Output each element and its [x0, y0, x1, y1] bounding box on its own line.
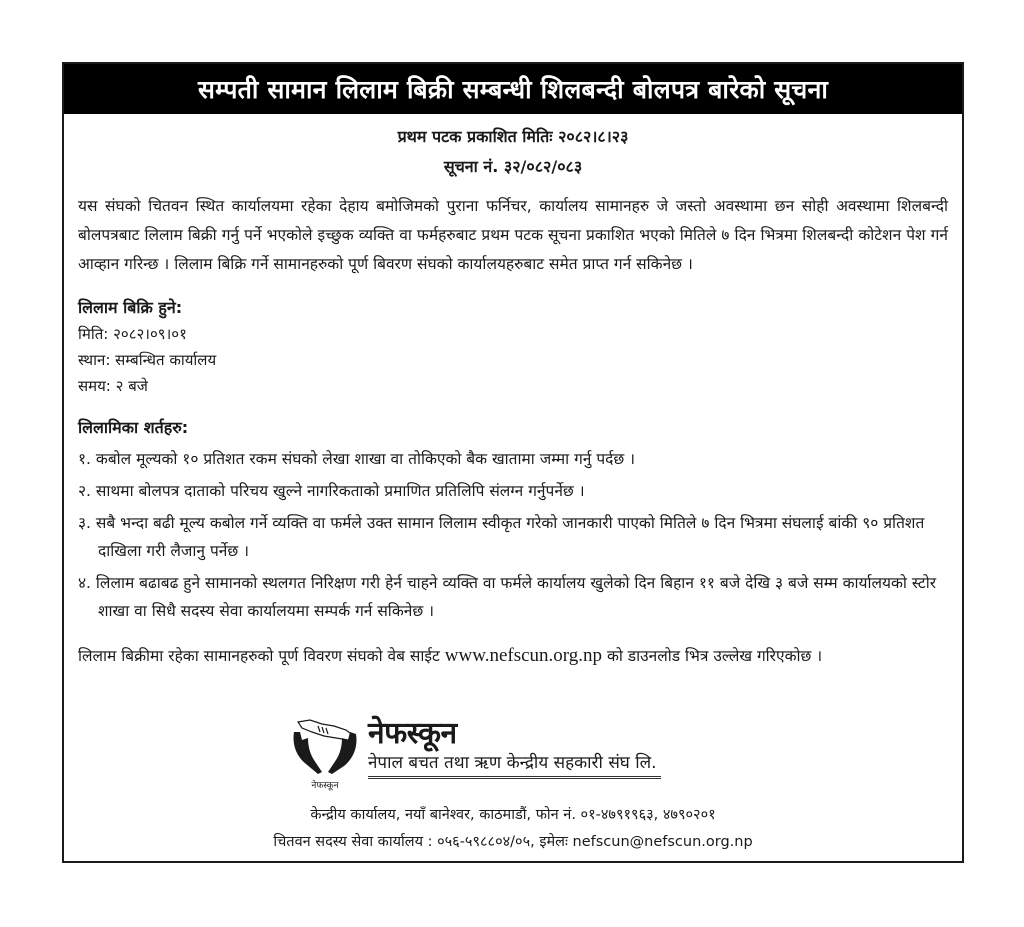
- organization-footer: [64, 716, 962, 856]
- auction-date: मिति: २०८२।०९।०१: [78, 325, 187, 343]
- condition-item: १. कबोल मूल्यको १० प्रतिशत रकम संघको लेखा शाखा वा तोकिएको बैक खातामा जम्मा गर्नु पर्दछ ।: [78, 450, 636, 468]
- condition-item: २. साथमा बोलपत्र दाताको परिचय खुल्ने नागरिकताको प्रमाणित प्रतिलिपि संलग्न गर्नुपर्नेछ ।: [78, 482, 585, 500]
- logo-caption: नेफस्कून: [311, 781, 339, 791]
- auction-place: स्थान: सम्बन्धित कार्यालय: [78, 351, 217, 369]
- condition-item: ३. सबै भन्दा बढी मूल्य कबोल गर्ने व्यक्ति वा फर्मले उक्त सामान लिलाम स्वीकृत गरेको जानकारी पाएको मितिले ७ दिन भित्रमा संघलाई बांकी ९० प्रतिशत दाखिला गरी लैजानु पर्नेछ ।: [78, 514, 925, 560]
- condition-item: ४. लिलाम बढाबढ हुने सामानको स्थलगत निरिक्षण गरी हेर्न चाहने व्यक्ति वा फर्मले कार्यालय खुलेको दिन बिहान ११ बजे देखि ३ बजे सम्म कार्यालयको स्टोर शाखा वा सिधै सदस्य सेवा कार्यालयमा सम्पर्क गर्न सकिनेछ ।: [78, 574, 937, 620]
- central-office-contact: केन्द्रीय कार्यालय, नयाँ बानेश्वर, काठमाडौं, फोन नं. ०१-४७९१९६३, ४७९०२०१: [310, 807, 716, 823]
- notice-body: [64, 192, 962, 671]
- closing-text-before: लिलाम बिक्रीमा रहेका सामानहरुको पूर्ण विवरण संघको वेब साईट: [78, 647, 445, 665]
- published-date: प्रथम पटक प्रकाशित मितिः २०८२।८।२३: [397, 127, 629, 146]
- auction-section-title: लिलाम बिक्रि हुने:: [78, 298, 183, 317]
- organization-full-name: नेपाल बचत तथा ऋण केन्द्रीय सहकारी संघ लि.: [368, 752, 661, 779]
- organization-name-block: [368, 716, 661, 779]
- auction-time: समय: २ बजे: [78, 377, 148, 395]
- hands-holding-map-icon: [288, 716, 362, 780]
- notice-title: सम्पती सामान लिलाम बिक्री सम्बन्धी शिलबन्दी बोलपत्र बारेको सूचना: [197, 75, 829, 104]
- nefscun-logo: [288, 716, 362, 792]
- closing-paragraph: [78, 641, 948, 671]
- website-link[interactable]: www.nefscun.org.np: [444, 645, 603, 666]
- organization-branding: [288, 716, 962, 792]
- organization-short-name: नेफस्कून: [368, 716, 457, 751]
- notice-number: सूचना नं. ३२/०८२/०८३: [443, 157, 583, 176]
- notice-title-banner: [64, 64, 962, 114]
- notice-frame: [62, 62, 964, 863]
- conditions-section-title: लिलामिका शर्तहरु:: [78, 418, 189, 437]
- intro-paragraph: यस संघको चितवन स्थित कार्यालयमा रहेका देहाय बमोजिमको पुराना फर्निचर, कार्यालय सामानहरु जे जस्तो अवस्थामा छन सोही अवस्थामा शिलबन्दी बोलपत्रबाट लिलाम बिक्री गर्नु पर्ने भएकोले इच्छुक व्यक्ति वा फर्महरुबाट प्रथम पटक सूचना प्रकाशित भएको मितिले ७ दिन भित्रमा शिलबन्दी कोटेशन पेश गर्न आव्हान गरिन्छ । लिलाम बिक्रि गर्ने सामानहरुको पूर्ण बिवरण संघको कार्यालयहरुबाट समेत प्राप्त गर्न सकिनेछ ।: [78, 197, 948, 273]
- closing-text-after: को डाउनलोड भित्र उल्लेख गरिएकोछ ।: [602, 647, 823, 665]
- chitwan-office-contact: चितवन सदस्य सेवा कार्यालय : ०५६-५९८८०४/०५, इमेलः nefscun@nefscun.org.np: [273, 834, 753, 850]
